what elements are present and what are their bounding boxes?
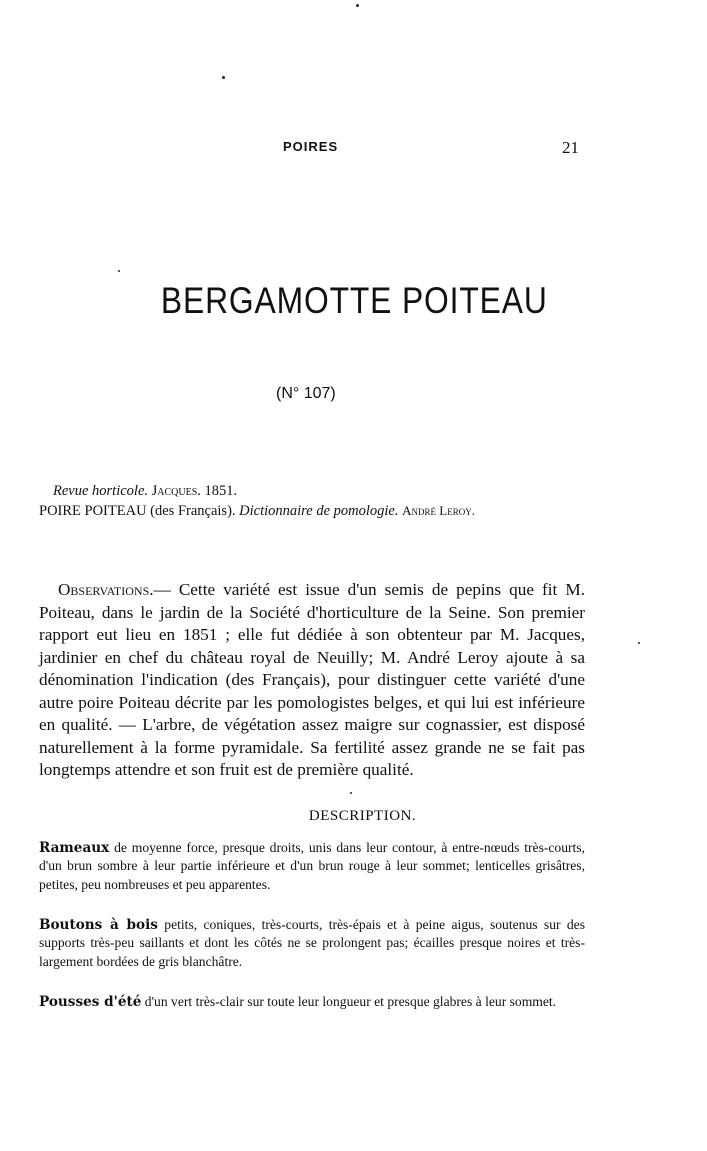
reference-1-source: Revue horticole. <box>53 483 149 499</box>
description-item-pousses <box>39 993 585 1011</box>
running-head <box>0 139 707 159</box>
print-speck <box>118 270 120 272</box>
variety-title: BERGAMOTTE POITEAU <box>160 280 548 321</box>
reference-2-name: POIRE POITEAU (des Français). <box>39 503 236 519</box>
description-item-rameaux <box>39 839 585 894</box>
print-speck <box>638 642 640 644</box>
reference-2-author: André Leroy. <box>402 503 475 518</box>
description-term: Pousses d'été <box>39 994 142 1010</box>
print-speck <box>222 76 225 79</box>
reference-1 <box>39 482 587 501</box>
reference-1-author: Jacques. <box>151 483 201 499</box>
description-term: Rameaux <box>39 840 110 856</box>
observations-paragraph <box>39 579 585 782</box>
running-head-title: POIRES <box>283 139 339 154</box>
description-term: Boutons à bois <box>39 917 158 933</box>
description-heading: DESCRIPTION. <box>308 808 417 824</box>
observations-text: — Cette variété est issue d'un semis de pepins que fit M. Poiteau, dans le jardin de la Société d'horticulture de la Seine. Son premier rapport eut lieu en 1851 ; elle fut dédiée à son obtenteur par M. Jacques, jardinier en chef du château royal de Neuilly; M. André Leroy ajoute à sa dénomination l'indication (des Français), pour distinguer cette variété d'une autre poire Poiteau décrite par les pomologistes belges, et qui lui est inférieure en qualité. — L'arbre, de végétation assez maigre sur cognassier, est disposé naturellement à la forme pyramidale. Sa fertilité assez grande ne se fait pas longtemps attendre et son fruit est de première qualité. <box>39 580 585 779</box>
references <box>39 482 587 521</box>
description-text: d'un vert très-clair sur toute leur longueur et presque glabres à leur sommet. <box>141 994 557 1009</box>
reference-2-source: Dictionnaire de pomologie. <box>239 503 399 519</box>
print-speck <box>356 4 359 7</box>
reference-2 <box>39 501 587 521</box>
description-text: petits, coniques, très-courts, très-épais et à peine aigus, soutenus sur des supports très-peu saillants et dont les côtés ne se prolongent pas; écailles presque noires et très-largement bordées de gris blanchâtre. <box>39 917 585 969</box>
print-speck <box>350 792 352 794</box>
variety-number: (N° 107) <box>276 385 336 402</box>
reference-1-year: 1851. <box>204 483 238 499</box>
description-item-boutons <box>39 916 585 971</box>
page-number: 21 <box>562 138 579 157</box>
description-text: de moyenne force, presque droits, unis dans leur contour, à entre-nœuds très-courts, d'un brun sombre à leur partie inférieure et d'un brun rouge à leur sommet; lenticelles grisâtres, petites, peu nombreuses et peu apparentes. <box>39 840 585 892</box>
observations-label: Observations. <box>58 580 154 599</box>
